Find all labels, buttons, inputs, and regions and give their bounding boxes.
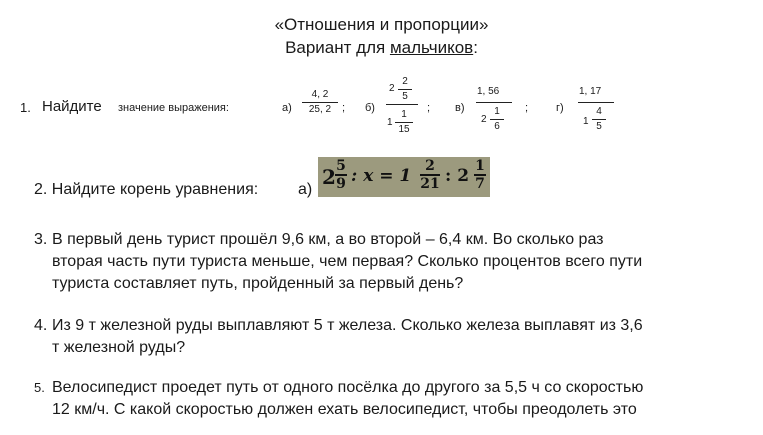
task-4-line-2: т железной руды?: [52, 339, 186, 356]
part-c-den-whole: 2: [481, 114, 487, 125]
task-5-number: 5.: [34, 380, 45, 395]
task-2-label: а): [298, 181, 313, 198]
part-d-den-numerator: 4: [596, 106, 602, 117]
fraction-bar: [398, 89, 412, 90]
task-1-lead: Найдите: [42, 98, 102, 115]
part-a-fraction: [302, 89, 338, 116]
part-c-label: в): [455, 102, 465, 114]
subtitle-prefix: Вариант для: [285, 38, 390, 57]
task-2-text: 2. Найдите корень уравнения:: [34, 181, 259, 198]
part-b-den-numerator: 1: [401, 109, 407, 120]
task-3-line-2: вторая часть пути туриста меньше, чем первая? Сколько процентов всего пути: [52, 253, 643, 270]
part-d-den-fraction: [592, 106, 606, 133]
task-3-line-3: туриста составляет путь, пройденный за первый день?: [52, 275, 464, 292]
part-c-den-numerator: 1: [494, 106, 500, 117]
part-b-num-fraction: [398, 76, 412, 103]
fraction-bar: [395, 122, 413, 123]
part-b-den-whole: 1: [387, 117, 393, 128]
part-a-denominator: 25, 2: [308, 104, 332, 115]
subtitle-suffix: :: [473, 38, 478, 57]
eq-middle: : x = 1: [351, 166, 412, 186]
part-d-main-bar: [578, 102, 614, 103]
part-c-separator: ;: [525, 102, 529, 114]
part-b-separator: ;: [427, 102, 431, 114]
part-c-main-bar: [476, 102, 512, 103]
part-b-num-whole: 2: [389, 83, 395, 94]
part-b-main-bar: [386, 104, 418, 105]
eq-num-3: 1: [475, 158, 485, 174]
eq-fraction-1: [335, 158, 347, 192]
task-4-number: 4.: [34, 317, 48, 334]
part-b-num-numerator: 2: [402, 76, 408, 87]
subtitle-underlined: мальчиков: [389, 38, 474, 57]
eq-num-1: 5: [336, 158, 346, 174]
eq-num-2: 2: [425, 158, 435, 174]
part-b-den-denominator: 15: [398, 124, 410, 135]
worksheet-title: «Отношения и пропорции»: [274, 15, 489, 34]
eq-fraction-3: [474, 158, 486, 192]
eq-colon: : 2: [445, 166, 470, 186]
task-5-line-2: 12 км/ч. С какой скоростью должен ехать велосипедист, чтобы преодолеть это: [52, 401, 637, 418]
part-d-den-denominator: 5: [596, 121, 602, 132]
fraction-bar: [592, 119, 606, 120]
part-c-den-denominator: 6: [494, 121, 500, 132]
task-1-lead-small: значение выражения:: [118, 102, 229, 114]
part-a-separator: ;: [342, 102, 346, 114]
part-a-label: а): [282, 102, 292, 114]
part-d-label: г): [556, 102, 564, 114]
eq-den-1: 9: [336, 176, 346, 192]
worksheet-subtitle: [0, 38, 763, 58]
task-1-number: 1.: [20, 100, 31, 115]
part-d-numerator: 1, 17: [579, 86, 602, 97]
eq-fraction-2: [420, 158, 440, 192]
part-c-numerator: 1, 56: [477, 86, 500, 97]
fraction-bar: [490, 119, 504, 120]
part-b-num-denominator: 5: [402, 91, 408, 102]
fraction-bar: [302, 102, 338, 103]
eq-den-3: 7: [475, 176, 485, 192]
task-3-number: 3.: [34, 231, 48, 248]
task-5-line-1: Велосипедист проедет путь от одного посёлка до другого за 5,5 ч со скоростью: [52, 379, 644, 396]
equation-image: [318, 157, 490, 197]
part-b-label: б): [365, 102, 375, 114]
part-a-numerator: 4, 2: [311, 89, 329, 100]
task-3-line-1: В первый день турист прошёл 9,6 км, а во второй – 6,4 км. Во сколько раз: [52, 231, 604, 248]
eq-den-2: 21: [420, 176, 440, 192]
task-4-line-1: Из 9 т железной руды выплавляют 5 т железа. Сколько железа выплавят из 3,6: [52, 317, 643, 334]
part-c-den-fraction: [490, 106, 504, 133]
eq-whole-1: 2: [322, 165, 336, 189]
part-d-den-whole: 1: [583, 116, 589, 127]
part-b-den-fraction: [395, 109, 413, 136]
